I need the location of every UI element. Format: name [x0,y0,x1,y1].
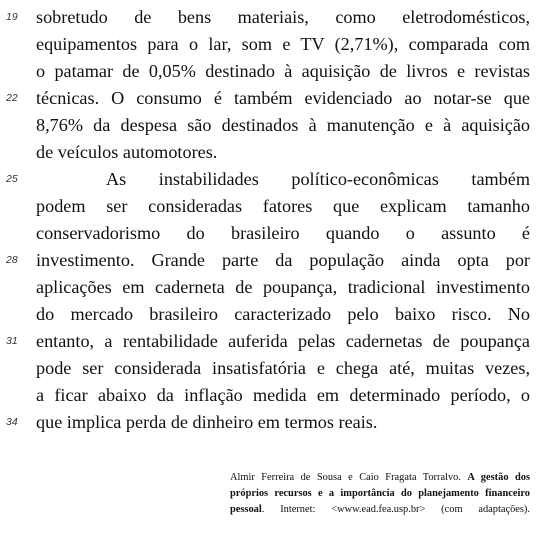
text-line: 8,76% da despesa são destinados à manutenção e à aquisição [36,115,530,135]
line-number-25: 25 [6,173,18,185]
text-line: técnicas. O consumo é também evidenciado ao notar-se que [36,88,530,108]
text-line: equipamentos para o lar, som e TV (2,71%), comparada com [36,34,530,54]
text-line: que implica perda de dinheiro em termos reais. [36,412,378,432]
line-number-28: 28 [6,254,18,266]
citation-title-part3: pessoal [230,504,262,515]
citation-source: . Internet: <www.ead.fea.usp.br> (com adaptações). [261,504,530,515]
text-line: entanto, a rentabilidade auferida pelas cadernetas de poupança [36,331,530,351]
line-number-34: 34 [6,416,18,428]
line-number-19: 19 [6,11,18,23]
citation-authors: Almir Ferreira de Sousa e Caio Fragata Torralvo. [230,472,461,483]
text-line: de veículos automotores. [36,142,218,162]
citation-line-1 [230,470,530,486]
line-number-31: 31 [6,335,18,347]
paragraph-start-line: As instabilidades político-econômicas também [106,169,530,189]
text-line: pode ser considerada insatisfatória e chega até, muitas vezes, [36,358,530,378]
citation-title-part2: próprios recursos e a importância do planejamento financeiro [230,488,530,499]
citation-title-part1: A gestão dos [467,472,530,483]
text-line: podem ser consideradas fatores que explicam tamanho [36,196,530,216]
text-line: investimento. Grande parte da população ainda opta por [36,250,530,270]
citation-line-2 [230,486,530,502]
text-line: o patamar de 0,05% destinado à aquisição de livros e revistas [36,61,530,81]
line-number-22: 22 [6,92,18,104]
text-line: do mercado brasileiro caracterizado pelo baixo risco. No [36,304,530,324]
text-line: conservadorismo do brasileiro quando o assunto é [36,223,530,243]
source-citation [230,470,530,518]
citation-line-3 [230,502,530,518]
text-line: aplicações em caderneta de poupança, tradicional investimento [36,277,530,297]
text-line: sobretudo de bens materiais, como eletrodomésticos, [36,7,530,27]
text-line: a ficar abaixo da inflação medida em determinado período, o [36,385,530,405]
